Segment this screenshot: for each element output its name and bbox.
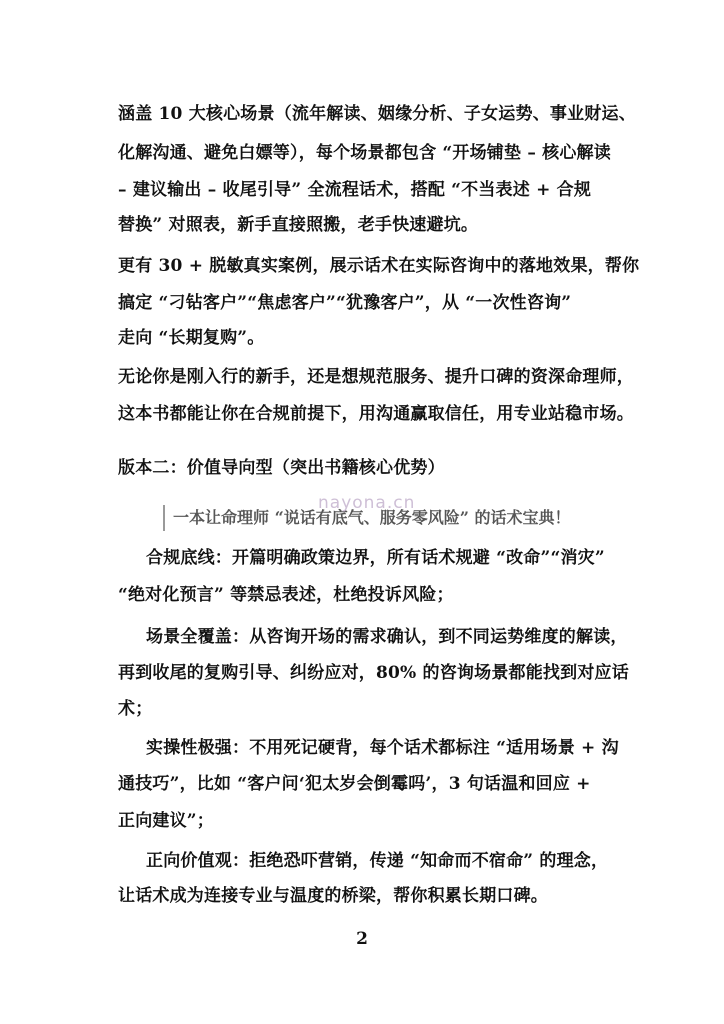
point-3-line-1: 实操性极强：不用死记硬背，每个话术都标注 “适用场景 + 沟 (146, 738, 619, 758)
paragraph-3-line-2: 这本书都能让你在合规前提下，用沟通赢取信任，用专业站稳市场。 (118, 404, 634, 424)
point-4-line-2: 让话术成为连接专业与温度的桥梁，帮你积累长期口碑。 (118, 886, 548, 906)
point-2-line-1: 场景全覆盖：从咨询开场的需求确认，到不同运势维度的解读， (146, 627, 628, 647)
paragraph-2-line-1: 更有 30 + 脱敏真实案例，展示话术在实际咨询中的落地效果，帮你 (118, 256, 640, 276)
paragraph-1-line-4: 替换” 对照表，新手直接照搬，老手快速避坑。 (118, 215, 479, 235)
paragraph-2-line-2: 搞定 “刁钻客户”“焦虑客户”“犹豫客户”，从 “一次性咨询” (118, 293, 572, 313)
blockquote: 一本让命理师 “说话有底气、服务零风险” 的话术宝典！ (163, 505, 613, 531)
paragraph-1-line-1: 涵盖 10 大核心场景（流年解读、姻缘分析、子女运势、事业财运、 (118, 104, 636, 124)
point-3-line-2: 通技巧”，比如 “客户问‘犯太岁会倒霉吗’，3 句话温和回应 + (118, 774, 591, 794)
point-1-line-1: 合规底线：开篇明确政策边界，所有话术规避 “改命”“消灾” (146, 548, 605, 568)
section-heading: 版本二：价值导向型（突出书籍核心优势） (118, 458, 445, 478)
point-4-line-1: 正向价值观：拒绝恐吓营销，传递 “知命而不宿命” 的理念， (146, 851, 609, 871)
paragraph-3-line-1: 无论你是刚入行的新手，还是想规范服务、提升口碑的资深命理师， (118, 367, 634, 387)
page-number: 2 (356, 929, 368, 949)
watermark: nayona.cn (318, 493, 416, 513)
paragraph-1-line-2: 化解沟通、避免白嫖等），每个场景都包含 “开场铺垫 – 核心解读 (118, 143, 611, 163)
paragraph-2-line-3: 走向 “长期复购”。 (118, 328, 265, 348)
point-3-line-3: 正向建议”； (118, 811, 214, 831)
point-1-line-2: “绝对化预言” 等禁忌表述，杜绝投诉风险； (118, 585, 454, 605)
point-2-line-2: 再到收尾的复购引导、纠纷应对，80% 的咨询场景都能找到对应话 (118, 663, 629, 683)
paragraph-1-line-3: – 建议输出 – 收尾引导” 全流程话术，搭配 “不当表述 + 合规 (118, 180, 592, 200)
point-2-line-3: 术； (118, 699, 153, 719)
